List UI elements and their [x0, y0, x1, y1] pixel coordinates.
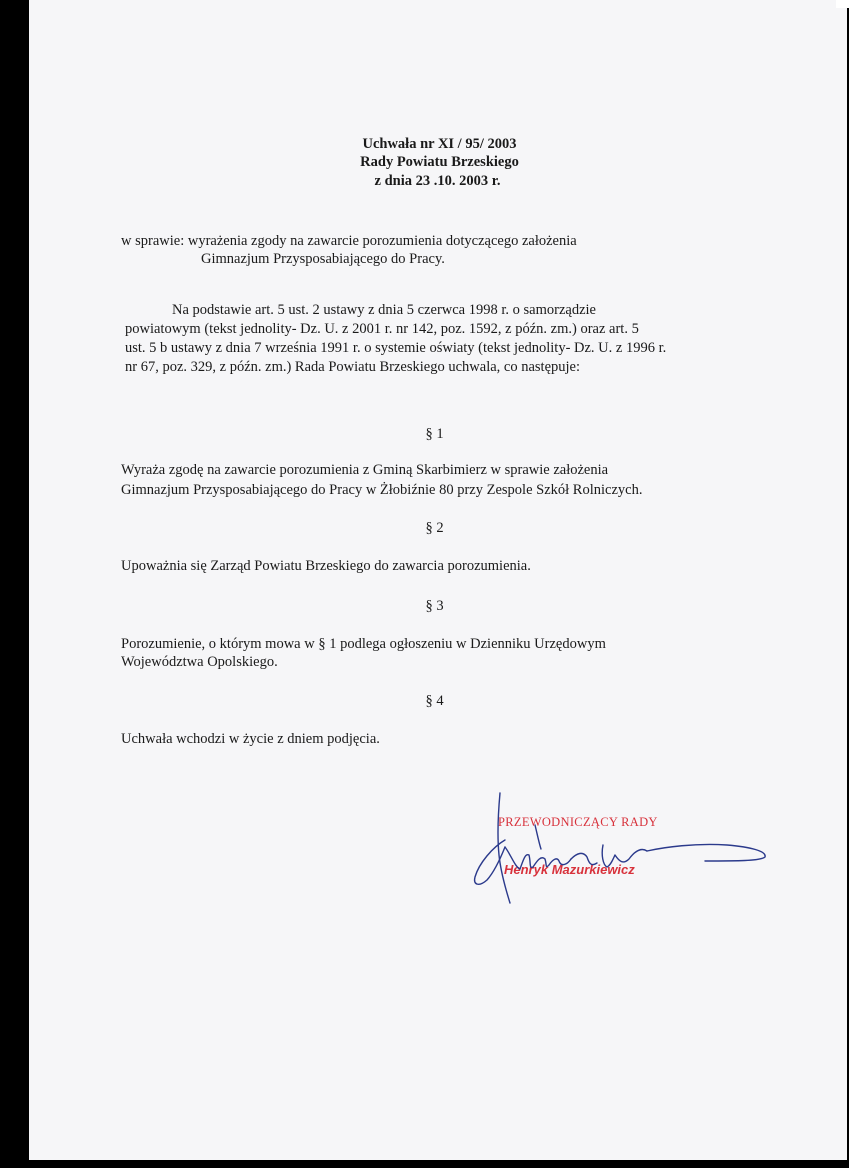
legal-basis-line-1: Na podstawie art. 5 ust. 2 ustawy z dnia 5 czerwca 1998 r. o samorządzie: [172, 302, 596, 318]
scan-corner-mark: [836, 0, 849, 8]
legal-basis-line-4: nr 67, poz. 329, z późn. zm.) Rada Powiatu Brzeskiego uchwala, co następuje:: [125, 359, 581, 375]
section-2-line-1: Upoważnia się Zarząd Powiatu Brzeskiego do zawarcia porozumienia.: [121, 558, 531, 574]
legal-basis-line-2: powiatowym (tekst jednolity- Dz. U. z 2001 r. nr 142, poz. 1592, z późn. zm.) oraz art. 5: [125, 321, 639, 337]
resolution-date: z dnia 23 .10. 2003 r.: [374, 173, 501, 189]
stamp-title: PRZEWODNICZĄCY RADY: [498, 815, 658, 829]
resolution-number: Uchwała nr XI / 95/ 2003: [362, 136, 517, 152]
section-1-line-2: Gimnazjum Przysposabiającego do Pracy w Żłobiźnie 80 przy Zespole Szkół Rolniczych.: [121, 482, 643, 498]
section-2-heading: § 2: [425, 520, 444, 536]
subject-line-1: w sprawie: wyrażenia zgody na zawarcie porozumienia dotyczącego założenia: [121, 233, 577, 249]
legal-basis-line-3: ust. 5 b ustawy z dnia 7 września 1991 r. o systemie oświaty (tekst jednolity- Dz. U. z 1996 r.: [125, 340, 667, 356]
section-3-heading: § 3: [425, 598, 444, 614]
section-1-line-1: Wyraża zgodę na zawarcie porozumienia z Gminą Skarbimierz w sprawie założenia: [121, 462, 609, 478]
section-4-heading: § 4: [425, 693, 444, 709]
subject-line-2: Gimnazjum Przysposabiającego do Pracy.: [201, 251, 445, 267]
section-1-heading: § 1: [425, 426, 444, 442]
handwritten-signature: [465, 785, 775, 910]
section-3-line-2: Województwa Opolskiego.: [121, 654, 278, 670]
stamp-name: Henryk Mazurkiewicz: [504, 862, 635, 877]
section-3-line-1: Porozumienie, o którym mowa w § 1 podlega ogłoszeniu w Dzienniku Urzędowym: [121, 636, 606, 652]
section-4-line-1: Uchwała wchodzi w życie z dniem podjęcia.: [121, 731, 380, 747]
council-name: Rady Powiatu Brzeskiego: [360, 154, 519, 170]
